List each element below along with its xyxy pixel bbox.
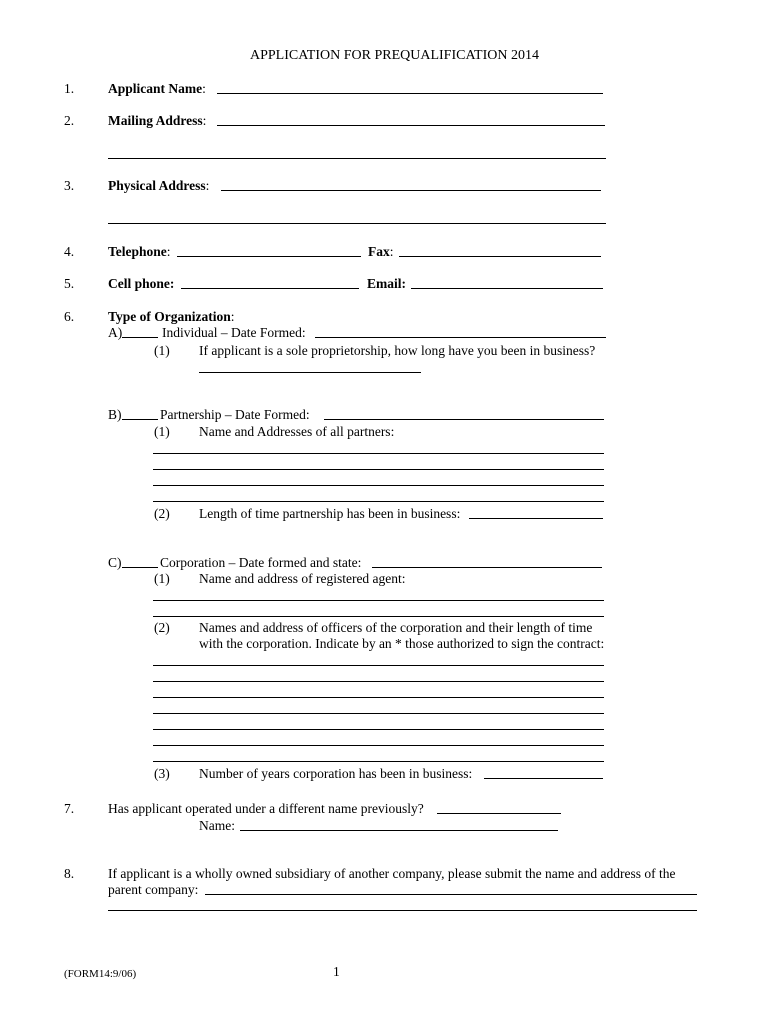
q7-answer-field[interactable] — [437, 813, 561, 814]
applicant-name-label — [108, 81, 206, 97]
q7-name-field[interactable] — [240, 830, 558, 831]
fax-field[interactable] — [399, 256, 601, 257]
org-c-checkbox-line[interactable] — [122, 567, 158, 568]
page-number: 1 — [333, 964, 340, 979]
cell-phone-label: Cell phone: — [108, 276, 175, 291]
org-c-officers-line-5[interactable] — [153, 729, 604, 730]
item-number-3: 3. — [64, 178, 75, 193]
q8-text-line-2: parent company: — [108, 882, 199, 897]
org-c-text: Corporation – Date formed and state: — [160, 555, 362, 570]
org-c-q1-text: Name and address of registered agent: — [199, 571, 406, 586]
org-c-agent-line-2[interactable] — [153, 616, 604, 617]
mailing-address-field-2[interactable] — [108, 158, 606, 159]
org-c-date-state-field[interactable] — [372, 567, 602, 568]
page-title: APPLICATION FOR PREQUALIFICATION 2014 — [250, 48, 539, 63]
physical-address-field-1[interactable] — [221, 190, 601, 191]
item-number-4: 4. — [64, 244, 75, 259]
org-c-q2-text-line-1: Names and address of officers of the corporation and their length of time — [199, 620, 593, 635]
org-c-prefix: C) — [108, 555, 122, 570]
org-b-q2-text: Length of time partnership has been in business: — [199, 506, 461, 521]
org-b-checkbox-line[interactable] — [122, 419, 158, 420]
org-a-prefix: A) — [108, 325, 123, 340]
mailing-address-colon: : — [202, 113, 207, 128]
physical-address-field-2[interactable] — [108, 223, 606, 224]
applicant-name-label-text: Applicant Name — [108, 81, 203, 96]
org-c-q2-number: (2) — [154, 620, 170, 635]
mailing-address-label — [108, 113, 206, 129]
org-b-q2-number: (2) — [154, 506, 170, 521]
org-b-date-field[interactable] — [324, 419, 604, 420]
q8-text-line-1: If applicant is a wholly owned subsidiary of another company, please submit the name and address of the — [108, 866, 676, 881]
physical-address-colon: : — [205, 178, 210, 193]
org-b-partners-line-4[interactable] — [153, 501, 604, 502]
fax-label — [368, 244, 394, 260]
item-number-6: 6. — [64, 309, 75, 324]
physical-address-label — [108, 178, 209, 194]
org-c-q3-text: Number of years corporation has been in business: — [199, 766, 473, 781]
q8-parent-company-field-2[interactable] — [108, 910, 697, 911]
org-b-partners-line-2[interactable] — [153, 469, 604, 470]
org-c-agent-line-1[interactable] — [153, 600, 604, 601]
org-c-q3-field[interactable] — [484, 778, 603, 779]
org-type-label — [108, 309, 235, 325]
org-b-partners-line-3[interactable] — [153, 485, 604, 486]
org-a-q1-field[interactable] — [199, 372, 421, 373]
telephone-colon: : — [166, 244, 171, 259]
org-c-officers-line-2[interactable] — [153, 681, 604, 682]
org-c-q3-number: (3) — [154, 766, 170, 781]
org-a-q1-text: If applicant is a sole proprietorship, how long have you been in business? — [199, 343, 596, 358]
fax-label-text: Fax — [368, 244, 390, 259]
mailing-address-field-1[interactable] — [217, 125, 605, 126]
email-label: Email: — [367, 276, 406, 291]
org-a-text: Individual – Date Formed: — [162, 325, 306, 340]
fax-colon: : — [389, 244, 394, 259]
org-a-checkbox-line[interactable] — [122, 337, 158, 338]
item-number-5: 5. — [64, 276, 75, 291]
cell-phone-field[interactable] — [181, 288, 359, 289]
telephone-label-text: Telephone — [108, 244, 167, 259]
org-b-text: Partnership – Date Formed: — [160, 407, 310, 422]
org-b-partners-line-1[interactable] — [153, 453, 604, 454]
org-b-prefix: B) — [108, 407, 122, 422]
q7-name-label: Name: — [199, 818, 235, 833]
org-c-officers-line-7[interactable] — [153, 761, 604, 762]
org-b-q1-text: Name and Addresses of all partners: — [199, 424, 395, 439]
org-c-officers-line-6[interactable] — [153, 745, 604, 746]
email-field[interactable] — [411, 288, 603, 289]
mailing-address-label-text: Mailing Address — [108, 113, 203, 128]
item-number-2: 2. — [64, 113, 75, 128]
telephone-label — [108, 244, 171, 260]
telephone-field[interactable] — [177, 256, 361, 257]
item-number-8: 8. — [64, 866, 75, 881]
org-a-q1-number: (1) — [154, 343, 170, 358]
item-number-1: 1. — [64, 81, 75, 96]
item-number-7: 7. — [64, 801, 75, 816]
form-id: (FORM14:9/06) — [64, 968, 137, 980]
q8-parent-company-field-1[interactable] — [205, 894, 697, 895]
org-b-q1-number: (1) — [154, 424, 170, 439]
org-c-q1-number: (1) — [154, 571, 170, 586]
org-c-q2-text-line-2: with the corporation. Indicate by an * those authorized to sign the contract: — [199, 636, 605, 651]
physical-address-label-text: Physical Address — [108, 178, 206, 193]
org-type-colon: : — [230, 309, 235, 324]
org-c-officers-line-3[interactable] — [153, 697, 604, 698]
org-type-label-text: Type of Organization — [108, 309, 231, 324]
org-c-officers-line-4[interactable] — [153, 713, 604, 714]
org-a-date-field[interactable] — [315, 337, 606, 338]
q7-text: Has applicant operated under a different name previously? — [108, 801, 424, 816]
org-b-q2-field[interactable] — [469, 518, 603, 519]
applicant-name-field[interactable] — [217, 93, 603, 94]
org-c-officers-line-1[interactable] — [153, 665, 604, 666]
applicant-name-colon: : — [202, 81, 206, 96]
